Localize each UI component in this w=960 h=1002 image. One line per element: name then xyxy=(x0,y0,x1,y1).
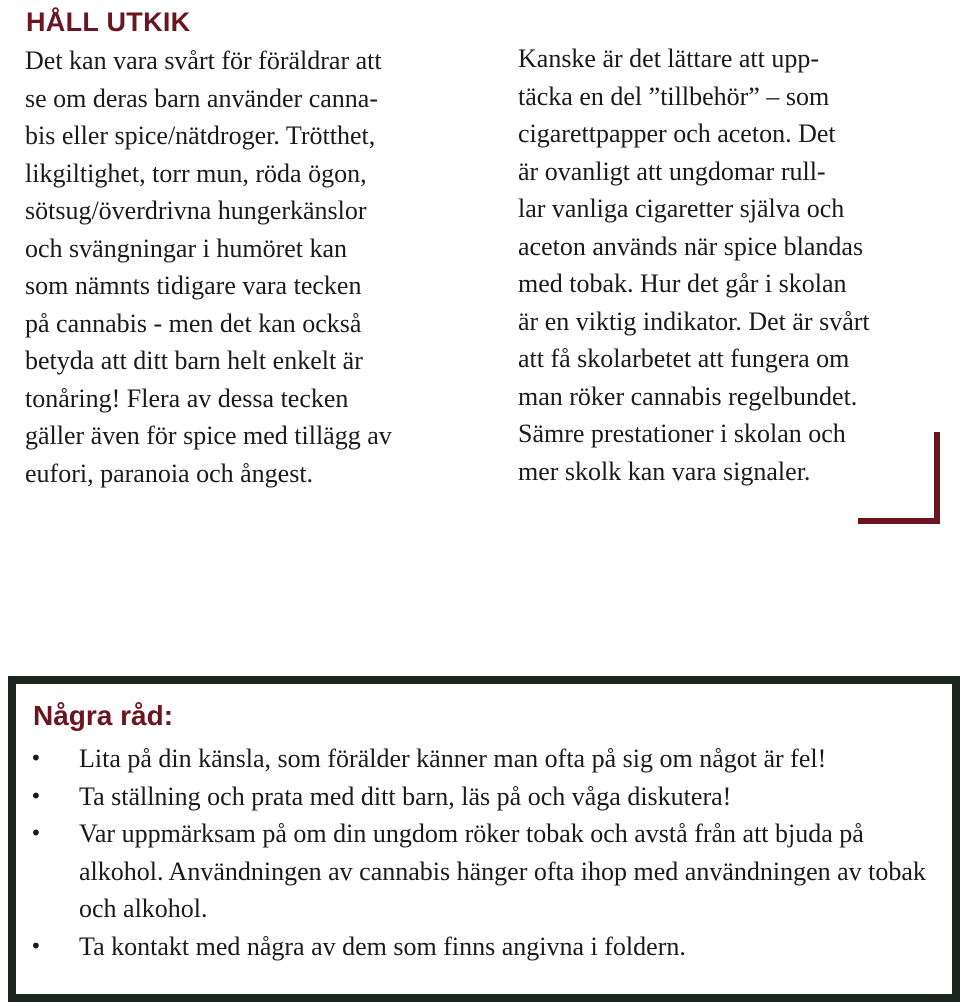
section-heading: HÅLL UTKIK xyxy=(26,7,191,37)
text-line: eufori, paranoia och ångest. xyxy=(25,458,314,488)
advice-item-text: Ta kontakt med några av dem som finns angivna i foldern. xyxy=(79,931,686,961)
text-line: är en viktig indikator. Det är svårt xyxy=(518,306,870,336)
right-column-text xyxy=(518,40,948,490)
text-line: med tobak. Hur det går i skolan xyxy=(518,269,847,298)
list-item xyxy=(16,740,952,778)
advice-box xyxy=(8,676,960,1002)
text-line: Sämre prestationer i skolan och xyxy=(518,419,846,448)
list-item xyxy=(16,778,952,816)
text-line: likgiltighet, torr mun, röda ögon, xyxy=(25,158,367,188)
text-line: är ovanligt att ungdomar rull- xyxy=(518,156,826,186)
bullet-icon: • xyxy=(30,933,42,958)
advice-item-text: Lita på din känsla, som förälder känner man ofta på sig om något är fel! xyxy=(79,744,827,773)
text-line: täcka en del ”tillbehör” – som xyxy=(518,81,830,111)
text-line: lar vanliga cigaretter själva och xyxy=(518,194,845,223)
text-line: som nämnts tidigare vara tecken xyxy=(25,271,362,300)
text-line: på cannabis - men det kan också xyxy=(25,308,362,338)
bullet-icon: • xyxy=(30,821,42,845)
text-line: bis eller spice/nätdroger. Trötthet, xyxy=(25,121,376,150)
decorative-corner-bracket xyxy=(858,432,940,524)
text-line: man röker cannabis regelbundet. xyxy=(518,381,858,411)
text-line: tonåring! Flera av dessa tecken xyxy=(25,383,349,413)
text-line: Det kan vara svårt för föräldrar att xyxy=(25,46,382,75)
advice-list xyxy=(16,740,952,965)
text-line: och svängningar i humöret kan xyxy=(25,233,348,263)
text-line: gäller även för spice med tillägg av xyxy=(25,421,392,450)
advice-title: Några råd: xyxy=(33,700,174,731)
text-line: cigarettpapper och aceton. Det xyxy=(518,119,836,148)
bullet-icon: • xyxy=(30,783,42,808)
text-line: aceton används när spice blandas xyxy=(518,231,864,261)
text-line: mer skolk kan vara signaler. xyxy=(518,456,811,486)
text-line: se om deras barn använder canna- xyxy=(25,83,378,113)
text-line: betyda att ditt barn helt enkelt är xyxy=(25,346,363,375)
advice-item-text: Ta ställning och prata med ditt barn, läs på och våga diskutera! xyxy=(79,781,732,811)
text-line: att få skolarbetet att fungera om xyxy=(518,344,850,373)
left-column-text xyxy=(25,42,495,492)
list-item xyxy=(16,928,952,966)
text-line: sötsug/överdrivna hungerkänslor xyxy=(25,196,367,225)
advice-item-text: Var uppmärksam på om din ungdom röker tobak och avstå från att bjuda på alkohol. Användningen av cannabis hänger ofta ihop med användningen av tobak och alkohol. xyxy=(79,819,926,923)
bullet-icon: • xyxy=(30,746,42,770)
list-item xyxy=(16,815,952,928)
text-line: Kanske är det lättare att upp- xyxy=(518,44,820,73)
